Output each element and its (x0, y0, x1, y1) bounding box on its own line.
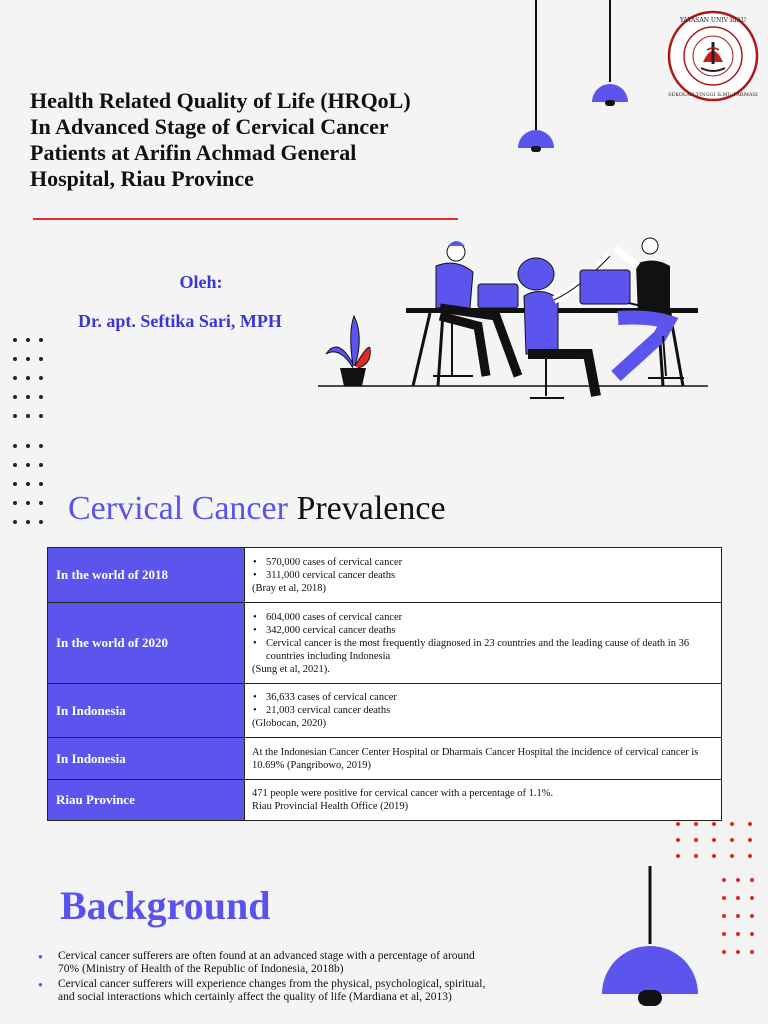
svg-text:YAYASAN UNIV RIAU: YAYASAN UNIV RIAU (679, 17, 747, 24)
row-label: In Indonesia (48, 684, 245, 738)
table-row (48, 780, 722, 821)
row-text: At the Indonesian Cancer Center Hospital or Dharmais Cancer Hospital the incidence of cervical cancer is 10.69% (Pangribowo, 2019) (252, 746, 699, 771)
prevalence-heading-black: Prevalence (287, 490, 446, 527)
bullet-text: • 604,000 cases of cervical cancer (252, 611, 714, 624)
title-line: In Advanced Stage of Cervical Cancer (30, 114, 389, 139)
table-row (48, 603, 722, 684)
list-item: ● Cervical cancer sufferers are often found at an advanced stage with a percentage of around 70% (Ministry of Health of the Republic of Indonesia, 2018b) (38, 950, 488, 976)
decor-dots-red (672, 818, 762, 960)
title-line: Patients at Arifin Achmad General (30, 140, 357, 165)
decor-dots (10, 334, 50, 534)
row-label: In the world of 2018 (48, 548, 245, 603)
bullet-text: • 342,000 cervical cancer deaths (252, 624, 714, 637)
row-label: In the world of 2020 (48, 603, 245, 684)
row-value (245, 548, 722, 603)
prevalence-heading-blue: Cervical Cancer (68, 490, 288, 527)
table-row (48, 548, 722, 603)
title-divider (33, 218, 458, 220)
citation-text: (Bray et al, 2018) (252, 582, 327, 594)
institution-seal-icon (667, 10, 759, 102)
background-heading: Background (60, 883, 271, 928)
list-item: ● Cervical cancer sufferers will experience changes from the physical, psychological, spiritual, and social interactions which certainly affect the quality of life (Mardiana et al, 2013) (38, 978, 488, 1004)
prevalence-heading (68, 490, 446, 528)
author-name: Dr. apt. Seftika Sari, MPH (78, 311, 282, 331)
table-row (48, 684, 722, 738)
page-title (30, 88, 470, 192)
svg-text:SEKOLAH TINGGI ILMU FARMASI: SEKOLAH TINGGI ILMU FARMASI (668, 92, 758, 98)
citation-text: Riau Provincial Health Office (2019) (252, 801, 409, 812)
bullet-text: • 36,633 cases of cervical cancer (252, 691, 714, 704)
title-line: Health Related Quality of Life (HRQoL) (30, 88, 411, 113)
oleh-label: Oleh: (179, 272, 223, 292)
bullet-text: • Cervical cancer is the most frequently diagnosed in 23 countries and the leading cause of death in 36 countries including Indonesia (252, 637, 714, 663)
pendant-lamp-icon (515, 0, 559, 155)
bullet-text: • 21,003 cervical cancer deaths (252, 704, 714, 717)
row-label: In Indonesia (48, 738, 245, 780)
table-row (48, 738, 722, 780)
pendant-lamp-icon (589, 0, 633, 110)
background-list (38, 950, 488, 1006)
team-high-five-illustration (318, 236, 713, 411)
prevalence-table (47, 547, 722, 821)
row-value (245, 603, 722, 684)
row-label: Riau Province (48, 780, 245, 821)
row-value (245, 684, 722, 738)
citation-text: (Globocan, 2020) (252, 718, 327, 729)
bullet-text: • 570,000 cases of cervical cancer (252, 556, 714, 569)
citation-text: (Sung et al, 2021). (252, 663, 330, 675)
row-value (245, 738, 722, 780)
bullet-text: • 311,000 cervical cancer deaths (252, 569, 714, 582)
row-value (245, 780, 722, 821)
title-line: Hospital, Riau Province (30, 166, 254, 191)
row-text: 471 people were positive for cervical cancer with a percentage of 1.1%. (252, 788, 554, 799)
